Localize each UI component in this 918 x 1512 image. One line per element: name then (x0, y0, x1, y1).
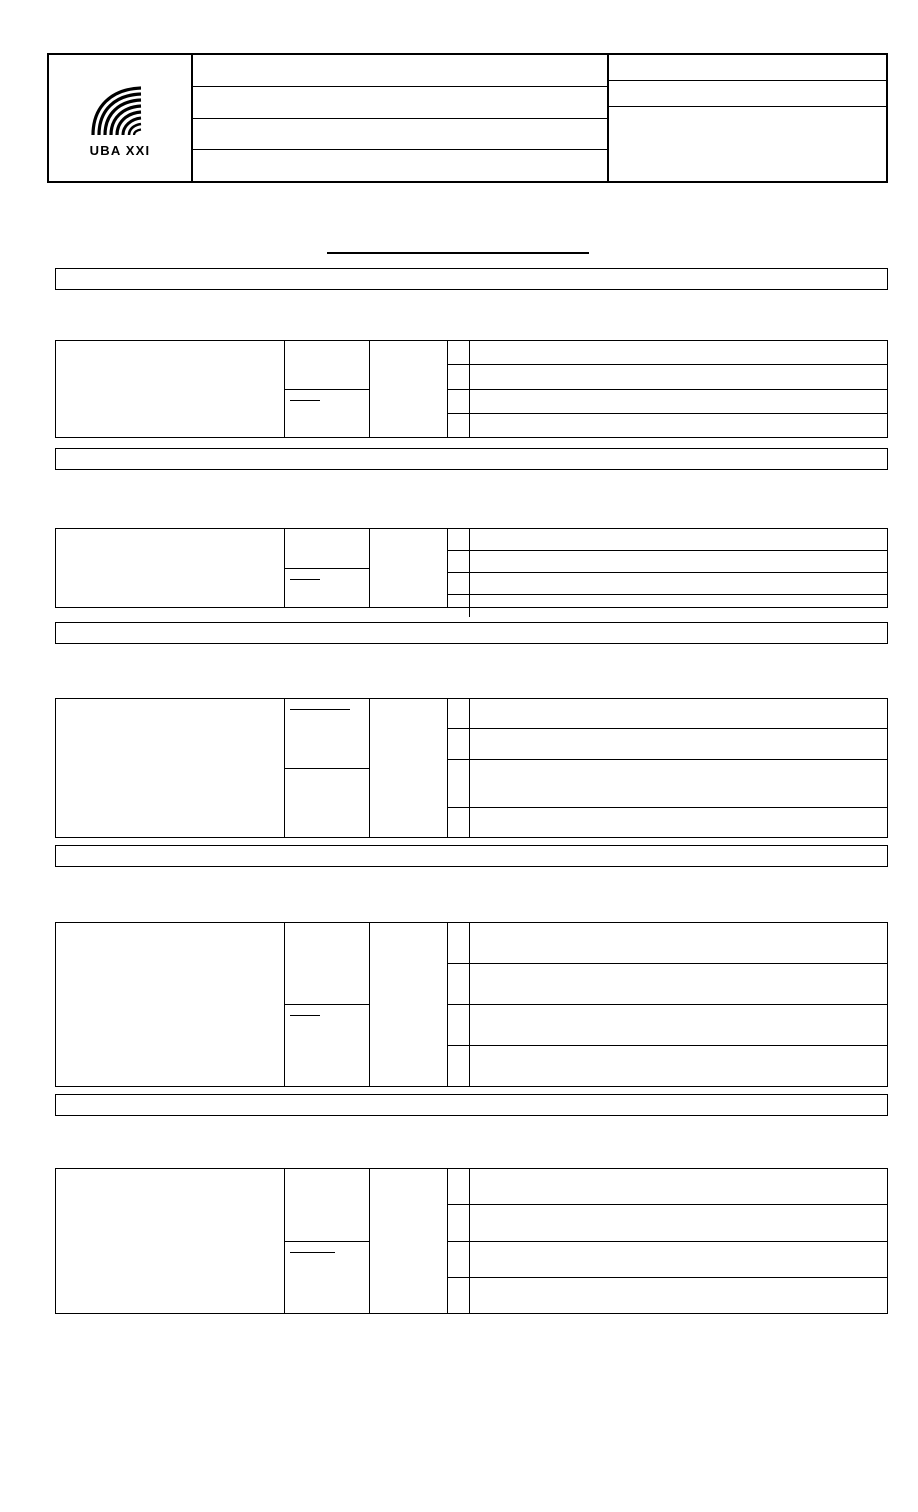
row-number (448, 1005, 470, 1045)
activities-cell (370, 699, 448, 837)
row-text (470, 964, 887, 1004)
row-text (470, 1205, 887, 1240)
row-text (470, 808, 887, 837)
row-text (470, 341, 887, 364)
content-subcell-label (290, 400, 320, 401)
row-number (448, 390, 470, 413)
unit-table (55, 698, 888, 838)
unit-table (55, 340, 888, 438)
row-text (470, 1278, 887, 1313)
row-number (448, 595, 470, 617)
document-header (47, 53, 888, 183)
table-row (448, 595, 887, 617)
row-number (448, 1205, 470, 1240)
banner-bar (55, 448, 888, 470)
table-row (448, 808, 887, 837)
header-mid-row (193, 119, 607, 151)
header-mid-column (193, 55, 609, 181)
row-text (470, 573, 887, 594)
table-row (448, 1205, 887, 1241)
row-text (470, 1005, 887, 1045)
row-text (470, 529, 887, 550)
row-number (448, 414, 470, 437)
table-row (448, 923, 887, 964)
objectives-cell (56, 699, 285, 837)
activity-rows (448, 341, 887, 437)
content-subcell (285, 769, 369, 838)
row-text (470, 760, 887, 807)
content-subcell-label (290, 1252, 335, 1253)
activities-cell (370, 1169, 448, 1313)
uba-xxi-fan-logo-icon (89, 85, 151, 139)
unit-table (55, 528, 888, 608)
table-row (448, 1278, 887, 1313)
table-row (448, 551, 887, 573)
row-text (470, 414, 887, 437)
unit-table (55, 922, 888, 1087)
table-row (448, 760, 887, 808)
row-text (470, 923, 887, 963)
row-text (470, 365, 887, 388)
row-number (448, 699, 470, 728)
row-text (470, 729, 887, 758)
header-right-row (609, 107, 886, 181)
table-row (448, 341, 887, 365)
row-number (448, 1169, 470, 1204)
row-number (448, 808, 470, 837)
activity-rows (448, 529, 887, 607)
activities-cell (370, 341, 448, 437)
header-mid-row (193, 55, 607, 87)
logo-text: UBA XXI (89, 142, 151, 158)
content-subcell (285, 1005, 369, 1086)
row-number (448, 551, 470, 572)
activity-rows (448, 699, 887, 837)
row-number (448, 1278, 470, 1313)
contents-cell (285, 341, 370, 437)
contents-cell (285, 699, 370, 837)
row-number (448, 573, 470, 594)
objectives-cell (56, 341, 285, 437)
objectives-cell (56, 529, 285, 607)
content-subcell (285, 390, 369, 438)
row-number (448, 729, 470, 758)
banner-bar (55, 622, 888, 644)
header-mid-row (193, 150, 607, 181)
activity-rows (448, 923, 887, 1086)
contents-cell (285, 923, 370, 1086)
table-row (448, 390, 887, 414)
row-text (470, 1169, 887, 1204)
table-row (448, 729, 887, 759)
header-right-column (609, 55, 886, 181)
row-text (470, 551, 887, 572)
row-number (448, 964, 470, 1004)
objectives-cell (56, 1169, 285, 1313)
objectives-cell (56, 923, 285, 1086)
banner-bar (55, 1094, 888, 1116)
content-subcell (285, 699, 369, 769)
row-text (470, 595, 887, 617)
content-subcell (285, 1169, 369, 1242)
content-subcell (285, 569, 369, 608)
row-number (448, 1242, 470, 1277)
page-title (327, 250, 589, 254)
row-text (470, 1046, 887, 1086)
content-subcell (285, 529, 369, 569)
activity-rows (448, 1169, 887, 1313)
content-subcell-label (290, 579, 320, 580)
row-text (470, 390, 887, 413)
banner-bar (55, 845, 888, 867)
row-number (448, 529, 470, 550)
row-number (448, 760, 470, 807)
row-number (448, 1046, 470, 1086)
table-row (448, 1005, 887, 1046)
table-row (448, 529, 887, 551)
activities-cell (370, 529, 448, 607)
header-mid-row (193, 87, 607, 119)
table-row (448, 365, 887, 389)
header-right-row (609, 81, 886, 107)
table-row (448, 414, 887, 437)
row-text (470, 699, 887, 728)
row-text (470, 1242, 887, 1277)
content-subcell (285, 341, 369, 390)
content-subcell-label (290, 1015, 320, 1016)
table-row (448, 1169, 887, 1205)
contents-cell (285, 529, 370, 607)
content-subcell (285, 1242, 369, 1314)
table-row (448, 1242, 887, 1278)
banner-bar (55, 268, 888, 290)
header-logo-cell (49, 55, 193, 181)
table-row (448, 1046, 887, 1086)
row-number (448, 923, 470, 963)
contents-cell (285, 1169, 370, 1313)
activities-cell (370, 923, 448, 1086)
row-number (448, 365, 470, 388)
content-subcell (285, 923, 369, 1005)
table-row (448, 964, 887, 1005)
table-row (448, 573, 887, 595)
row-number (448, 341, 470, 364)
header-right-row (609, 55, 886, 81)
unit-table (55, 1168, 888, 1314)
table-row (448, 699, 887, 729)
content-subcell-label (290, 709, 350, 710)
